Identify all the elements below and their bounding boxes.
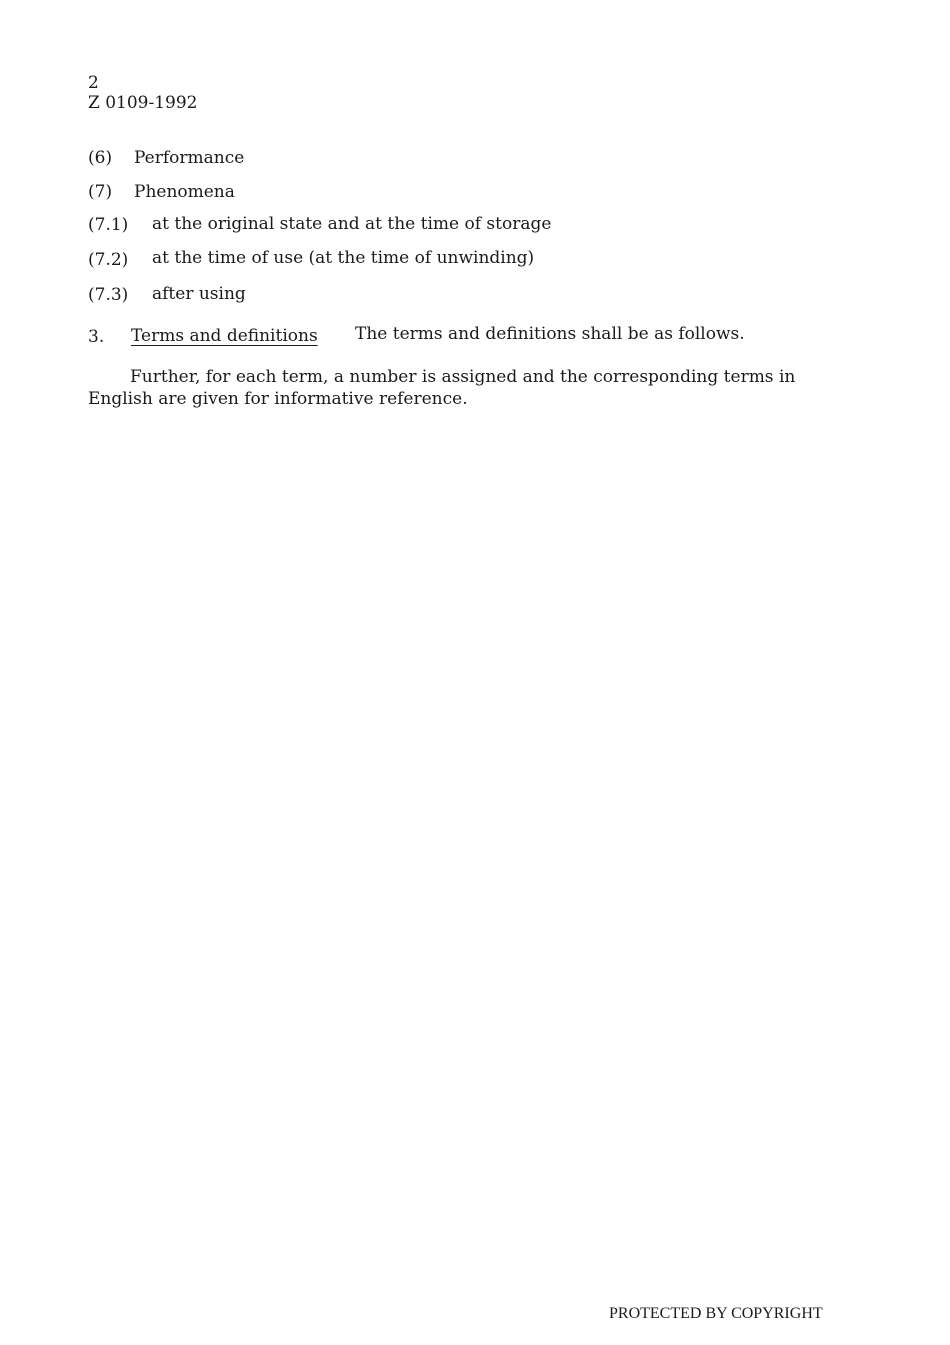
page-number: 2 (88, 73, 99, 93)
section-text: The terms and definitions shall be as follows. (355, 324, 745, 344)
item-text: after using (152, 284, 246, 304)
section-heading: Terms and definitions (131, 326, 318, 346)
item-number: (7.3) (88, 285, 129, 305)
item-number: (7.1) (88, 215, 129, 235)
item-text: at the original state and at the time of storage (152, 214, 552, 234)
item-text: Performance (134, 148, 245, 168)
copyright-footer: PROTECTED BY COPYRIGHT (609, 1305, 823, 1322)
item-number: (6) (88, 148, 113, 168)
paragraph-line: Further, for each term, a number is assigned and the corresponding terms in (130, 367, 796, 387)
item-text: Phenomena (134, 182, 235, 202)
standard-id: Z 0109-1992 (88, 93, 198, 113)
item-number: (7.2) (88, 250, 129, 270)
paragraph-line: English are given for informative reference. (88, 389, 468, 409)
item-number: (7) (88, 182, 113, 202)
section-number: 3. (88, 327, 105, 347)
item-text: at the time of use (at the time of unwinding) (152, 248, 535, 268)
